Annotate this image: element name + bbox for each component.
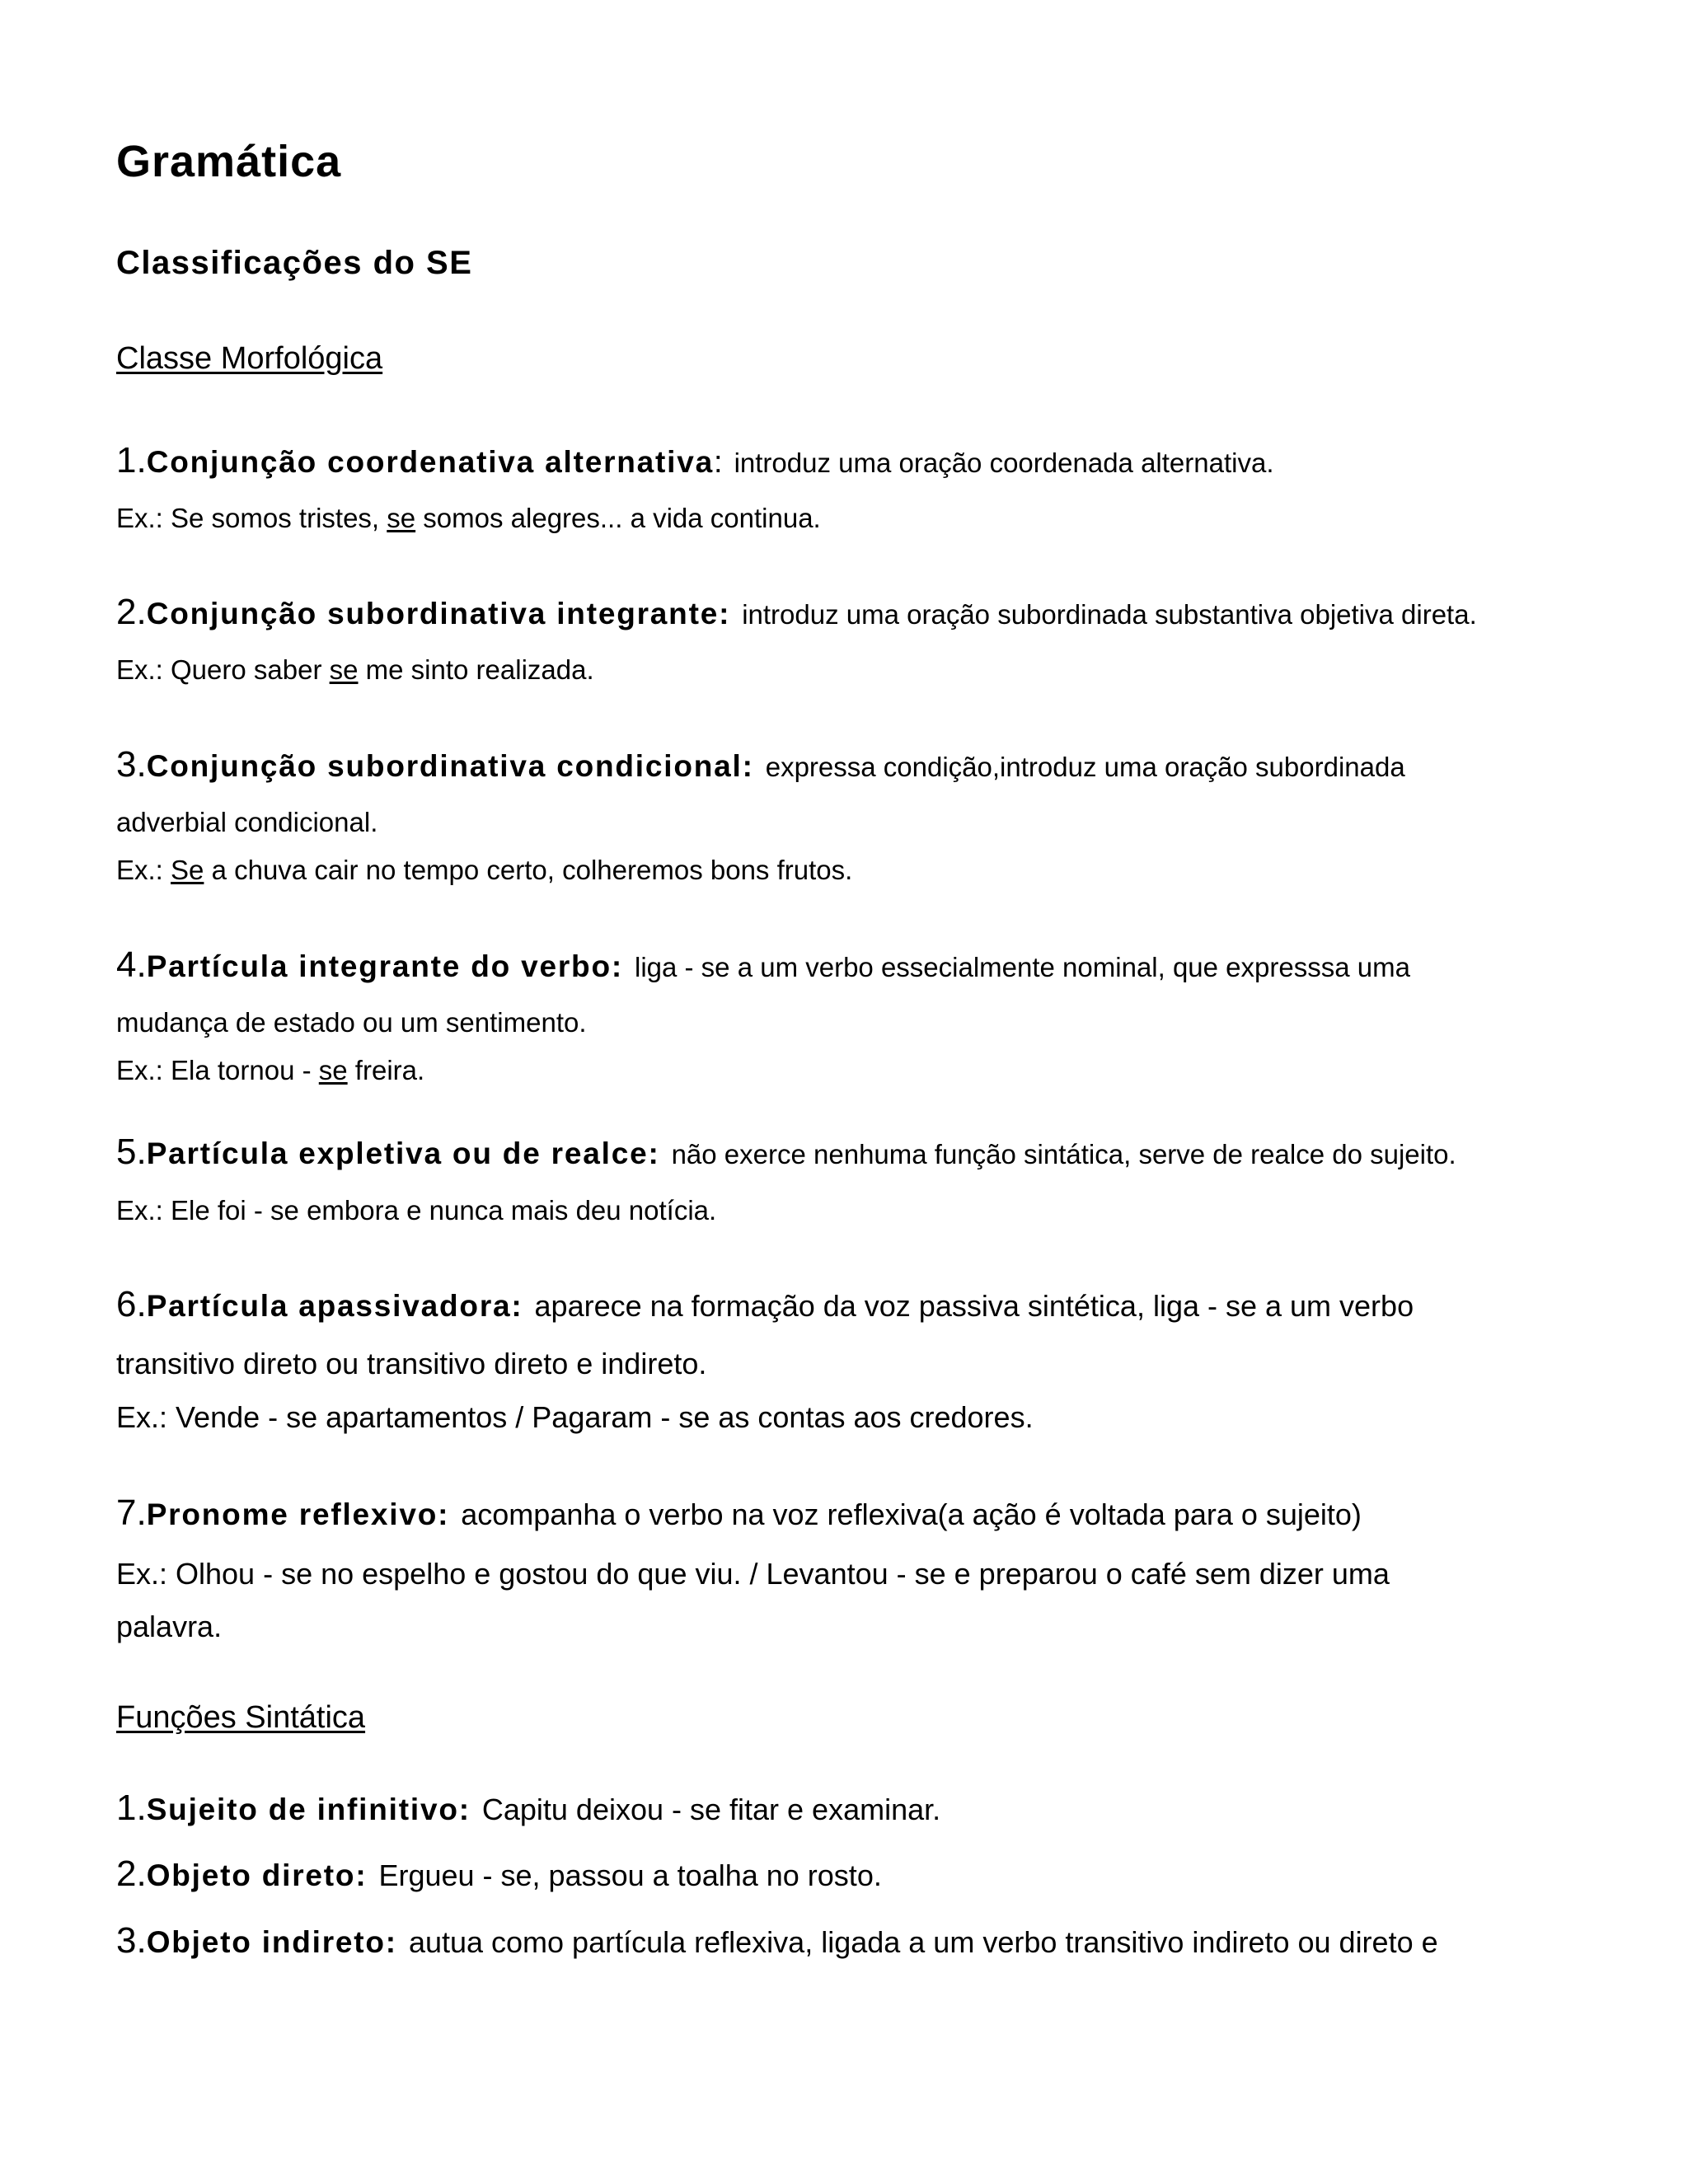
- item-description: autua como partícula reflexiva, ligada a um verbo transitivo indireto ou direto e: [408, 1925, 1438, 1959]
- example-text: somos alegres... a vida continua.: [415, 503, 821, 533]
- example-highlight: Se: [171, 855, 204, 885]
- item-description: aparece na formação da voz passiva sintética, liga - se a um verbo: [534, 1289, 1414, 1323]
- page-title: Gramática: [116, 137, 342, 186]
- example-text: me sinto realizada.: [358, 654, 594, 685]
- item-number: 4.: [116, 944, 147, 985]
- morph-item-3-example: [116, 855, 852, 886]
- item-term: Objeto direto:: [146, 1858, 368, 1892]
- item-description: acompanha o verbo na voz reflexiva(a ação é voltada para o sujeito): [461, 1497, 1362, 1531]
- morph-item-4-example: [116, 1055, 424, 1086]
- morph-item-3-desc-cont: adverbial condicional.: [116, 807, 378, 837]
- morph-item-6-desc-cont: transitivo direto ou transitivo direto e indireto.: [116, 1347, 707, 1380]
- example-text: Ex.: Se somos tristes,: [116, 503, 387, 533]
- morph-item-5: [116, 1132, 1456, 1173]
- morph-item-7-example-cont: palavra.: [116, 1610, 223, 1643]
- morph-item-2-example: [116, 654, 594, 686]
- item-term: Conjunção subordinativa integrante:: [146, 597, 731, 630]
- example-text: a chuva cair no tempo certo, colheremos bons frutos.: [204, 855, 853, 885]
- example-text: freira.: [347, 1055, 425, 1085]
- morph-item-6-example: Ex.: Vende - se apartamentos / Pagaram - se as contas aos credores.: [116, 1400, 1034, 1434]
- example-highlight: se: [329, 654, 359, 685]
- item-number: 1.: [116, 440, 147, 480]
- example-text: Ex.: Ela tornou -: [116, 1055, 319, 1085]
- example-text: Ex.: Quero saber: [116, 654, 330, 685]
- morph-item-2: [116, 592, 1477, 633]
- item-number: 2.: [116, 1854, 147, 1894]
- item-description: introduz uma oração coordenada alternativa.: [734, 448, 1274, 478]
- morph-item-5-example: Ex.: Ele foi - se embora e nunca mais deu notícia.: [116, 1195, 717, 1226]
- item-number: 3.: [116, 1920, 147, 1961]
- item-term: Partícula integrante do verbo:: [146, 949, 623, 983]
- item-colon: :: [714, 445, 723, 480]
- item-description: Capitu deixou - se fitar e examinar.: [481, 1793, 941, 1826]
- item-term: Conjunção subordinativa condicional:: [146, 749, 754, 783]
- item-number: 7.: [116, 1493, 147, 1533]
- item-term: Pronome reflexivo:: [146, 1497, 450, 1531]
- item-term: Partícula apassivadora:: [146, 1289, 523, 1323]
- example-text: Ex.:: [116, 855, 171, 885]
- morph-item-4: [116, 944, 1410, 986]
- morph-item-1: [116, 440, 1274, 481]
- item-number: 6.: [116, 1284, 147, 1324]
- morph-item-7: [116, 1493, 1362, 1534]
- item-term: Conjunção coordenativa alternativa: [146, 445, 715, 479]
- morph-item-7-example: Ex.: Olhou - se no espelho e gostou do que viu. / Levantou - se e preparou o café sem dizer uma: [116, 1557, 1390, 1591]
- item-description: Ergueu - se, passou a toalha no rosto.: [378, 1858, 882, 1892]
- item-term: Partícula expletiva ou de realce:: [146, 1137, 660, 1170]
- item-number: 1.: [116, 1788, 147, 1828]
- example-highlight: se: [387, 503, 416, 533]
- example-highlight: se: [318, 1055, 348, 1085]
- item-description: liga - se a um verbo essecialmente nominal, que expresssa uma: [634, 952, 1410, 982]
- synt-item-3: [116, 1920, 1438, 1961]
- page-subtitle: Classificações do SE: [116, 245, 473, 281]
- morph-item-3: [116, 744, 1405, 785]
- item-term: Objeto indireto:: [146, 1925, 397, 1959]
- item-description: expressa condição,introduz uma oração subordinada: [765, 752, 1405, 782]
- synt-item-1: [116, 1788, 940, 1829]
- item-number: 5.: [116, 1132, 147, 1172]
- morph-item-1-example: [116, 503, 821, 534]
- synt-item-2: [116, 1854, 882, 1895]
- section-heading-sintatica: Funções Sintática: [116, 1700, 366, 1735]
- item-term: Sujeito de infinitivo:: [146, 1793, 471, 1826]
- item-number: 2.: [116, 592, 147, 632]
- morph-item-6: [116, 1284, 1414, 1325]
- morph-item-4-desc-cont: mudança de estado ou um sentimento.: [116, 1007, 587, 1038]
- section-heading-morfologica: Classe Morfológica: [116, 341, 383, 376]
- item-description: introduz uma oração subordinada substantiva objetiva direta.: [742, 599, 1477, 630]
- item-description: não exerce nenhuma função sintática, serve de realce do sujeito.: [671, 1139, 1456, 1169]
- item-number: 3.: [116, 744, 147, 785]
